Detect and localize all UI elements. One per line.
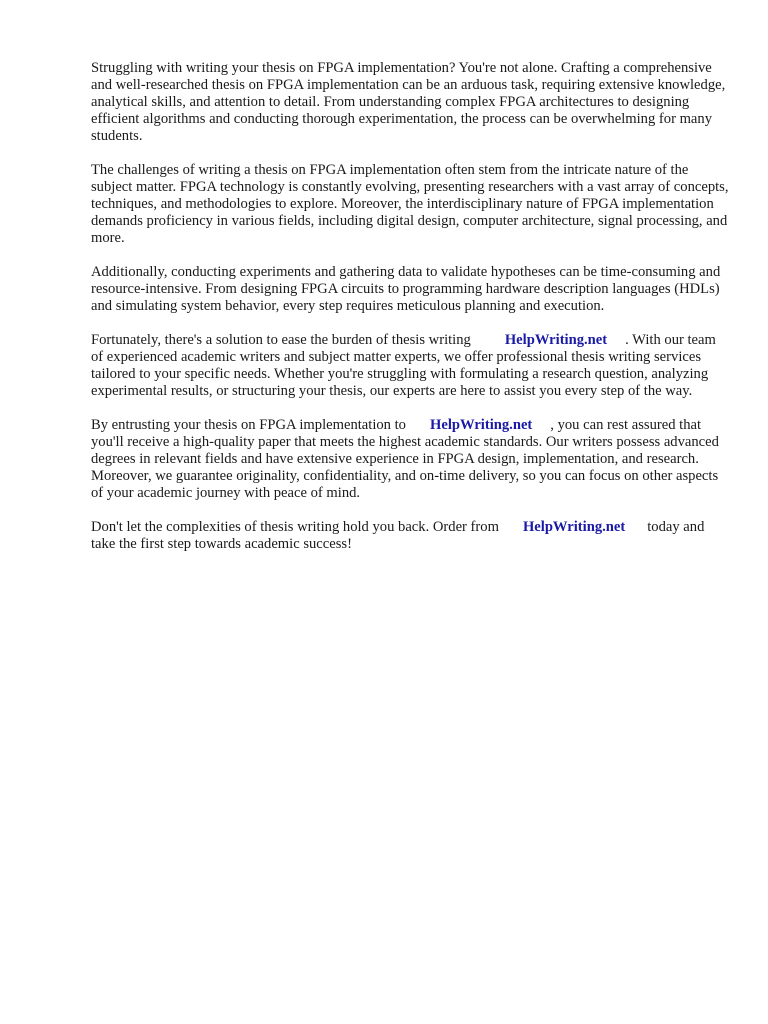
paragraph-solution	[91, 332, 731, 400]
helpwriting-link-1[interactable]: HelpWriting.net	[504, 332, 608, 348]
paragraph-intro: Struggling with writing your thesis on FPGA implementation? You're not alone. Crafting a comprehensive and well-researched thesis on FPGA implementation can be an arduous task, requiring extensive knowledge, analytical skills, and attention to detail. From understanding complex FPGA architectures to designing efficient algorithms and conducting thorough experimentation, the process can be overwhelming for many students.	[91, 60, 726, 144]
paragraph-entrusting-text-end: , you can rest assured that you'll receive a high-quality paper that meets the highest academic standards. Our writers possess advanced degrees in relevant fields and have extensive experience in FPGA design, implementation, and research. Moreover, we guarantee originality, confidentiality, and on-time delivery, so you can focus on other aspects of your academic journey with peace of mind.	[91, 417, 719, 501]
paragraph-entrusting-text-start: By entrusting your thesis on FPGA implementation to	[91, 417, 406, 433]
paragraph-challenges: The challenges of writing a thesis on FPGA implementation often stem from the intricate nature of the subject matter. FPGA technology is constantly evolving, presenting researchers with a vast array of concepts, techniques, and methodologies to explore. Moreover, the interdisciplinary nature of FPGA implementation demands proficiency in various fields, including digital design, computer architecture, signal processing, and more.	[91, 162, 729, 246]
helpwriting-link-3[interactable]: HelpWriting.net	[522, 519, 626, 535]
paragraph-experiments: Additionally, conducting experiments and gathering data to validate hypotheses can be time-consuming and resource-intensive. From designing FPGA circuits to programming hardware description languages (HDLs) and simulating system behavior, every step requires meticulous planning and execution.	[91, 264, 721, 314]
paragraph-cta-text-end: today and take the first step towards academic success!	[91, 519, 705, 552]
paragraph-solution-text-start: Fortunately, there's a solution to ease the burden of thesis writing	[91, 332, 471, 348]
paragraph-entrusting	[91, 417, 731, 502]
document-body	[91, 60, 731, 570]
paragraph-cta-text-start: Don't let the complexities of thesis writing hold you back. Order from	[91, 519, 499, 535]
paragraph-solution-text-end: . With our team of experienced academic writers and subject matter experts, we offer professional thesis writing services tailored to your specific needs. Whether you're struggling with formulating a research question, analyzing experimental results, or structuring your thesis, our experts are here to assist you every step of the way.	[91, 332, 716, 399]
paragraph-call-to-action	[91, 519, 731, 553]
helpwriting-link-2[interactable]: HelpWriting.net	[429, 417, 533, 433]
